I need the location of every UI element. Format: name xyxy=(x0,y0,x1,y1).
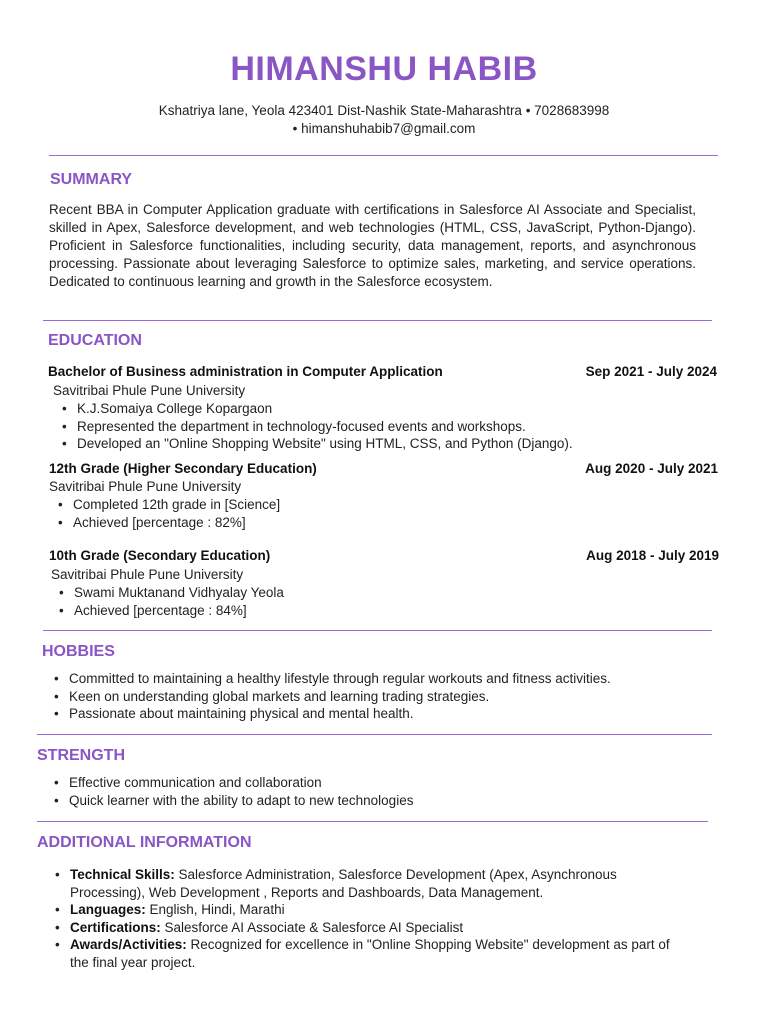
education-10th-date: Aug 2018 - July 2019 xyxy=(586,548,719,563)
awards-activities-value: Recognized for excellence in "Online Shopping Website" development as part of the final year project. xyxy=(70,937,670,970)
list-item: • Developed an "Online Shopping Website" using HTML, CSS, and Python (Django). xyxy=(55,435,735,453)
education-degree-title: Bachelor of Business administration in Computer Application xyxy=(48,364,443,379)
divider xyxy=(43,630,712,631)
list-item xyxy=(48,936,678,971)
list-item: • Keen on understanding global markets and learning trading strategies. xyxy=(47,688,747,706)
list-item: • Swami Muktanand Vidhyalay Yeola xyxy=(52,584,732,602)
contact-line-email: • himanshuhabib7@gmail.com xyxy=(292,121,476,136)
resume-name: HIMANSHU HABIB xyxy=(230,50,538,88)
divider xyxy=(43,320,712,321)
divider xyxy=(37,734,712,735)
certifications-label: Certifications: xyxy=(70,919,161,935)
strength-list xyxy=(47,774,747,809)
education-12th-bullets xyxy=(51,496,731,531)
education-10th-institution: Savitribai Phule Pune University xyxy=(51,567,244,582)
education-10th-bullets xyxy=(52,584,732,619)
education-12th-institution: Savitribai Phule Pune University xyxy=(49,479,242,494)
divider xyxy=(37,821,708,822)
divider xyxy=(49,155,718,156)
technical-skills-value: Salesforce Administration, Salesforce Development (Apex, Asynchronous Processing), Web Development , Reports and Dashboards, Data Management. xyxy=(70,867,617,900)
summary-text: Recent BBA in Computer Application graduate with certifications in Salesforce AI Associate and Specialist, skilled in Apex, Salesforce development, and web technologies (HTML, CSS, JavaScript, Python-Django). Proficient in Salesforce functionalities, including security, data management, reports, and asynchronous processing. Passionate about leveraging Salesforce to optimize sales, marketing, and service operations. Dedicated to continuous learning and growth in the Salesforce ecosystem. xyxy=(49,202,696,289)
list-item: • Represented the department in technology-focused events and workshops. xyxy=(55,418,735,436)
certifications-value: Salesforce AI Associate & Salesforce AI Specialist xyxy=(160,919,464,935)
list-item: • Quick learner with the ability to adapt to new technologies xyxy=(47,792,747,810)
list-item: • Effective communication and collaboration xyxy=(47,774,747,792)
languages-label: Languages: xyxy=(70,902,146,917)
contact-line-address-phone: Kshatriya lane, Yeola 423401 Dist-Nashik State-Maharashtra • 7028683998 xyxy=(158,103,610,118)
hobbies-heading: HOBBIES xyxy=(42,643,115,660)
summary-heading: SUMMARY xyxy=(50,171,133,188)
list-item: • Achieved [percentage : 82%] xyxy=(51,514,731,532)
list-item xyxy=(48,866,678,901)
list-item: • Achieved [percentage : 84%] xyxy=(52,602,732,620)
education-heading: EDUCATION xyxy=(48,332,142,349)
list-item: • Completed 12th grade in [Science] xyxy=(51,496,731,514)
technical-skills-label: Technical Skills: xyxy=(70,867,175,882)
list-item xyxy=(48,901,678,919)
education-10th-title: 10th Grade (Secondary Education) xyxy=(49,548,271,563)
hobbies-list xyxy=(47,670,747,723)
strength-heading: STRENGTH xyxy=(37,747,125,764)
education-degree-institution: Savitribai Phule Pune University xyxy=(53,383,246,398)
additional-info-list xyxy=(48,866,678,971)
languages-value: English, Hindi, Marathi xyxy=(145,902,285,917)
awards-activities-label: Awards/Activities: xyxy=(70,937,187,952)
list-item xyxy=(48,919,678,937)
education-degree-bullets xyxy=(55,400,735,453)
list-item: • K.J.Somaiya College Kopargaon xyxy=(55,400,735,418)
additional-info-heading: ADDITIONAL INFORMATION xyxy=(37,834,252,851)
list-item: • Committed to maintaining a healthy lifestyle through regular workouts and fitness activities. xyxy=(47,670,747,688)
education-12th-date: Aug 2020 - July 2021 xyxy=(585,461,718,476)
list-item: • Passionate about maintaining physical and mental health. xyxy=(47,705,747,723)
education-12th-title: 12th Grade (Higher Secondary Education) xyxy=(49,461,317,476)
education-degree-date: Sep 2021 - July 2024 xyxy=(585,364,717,379)
